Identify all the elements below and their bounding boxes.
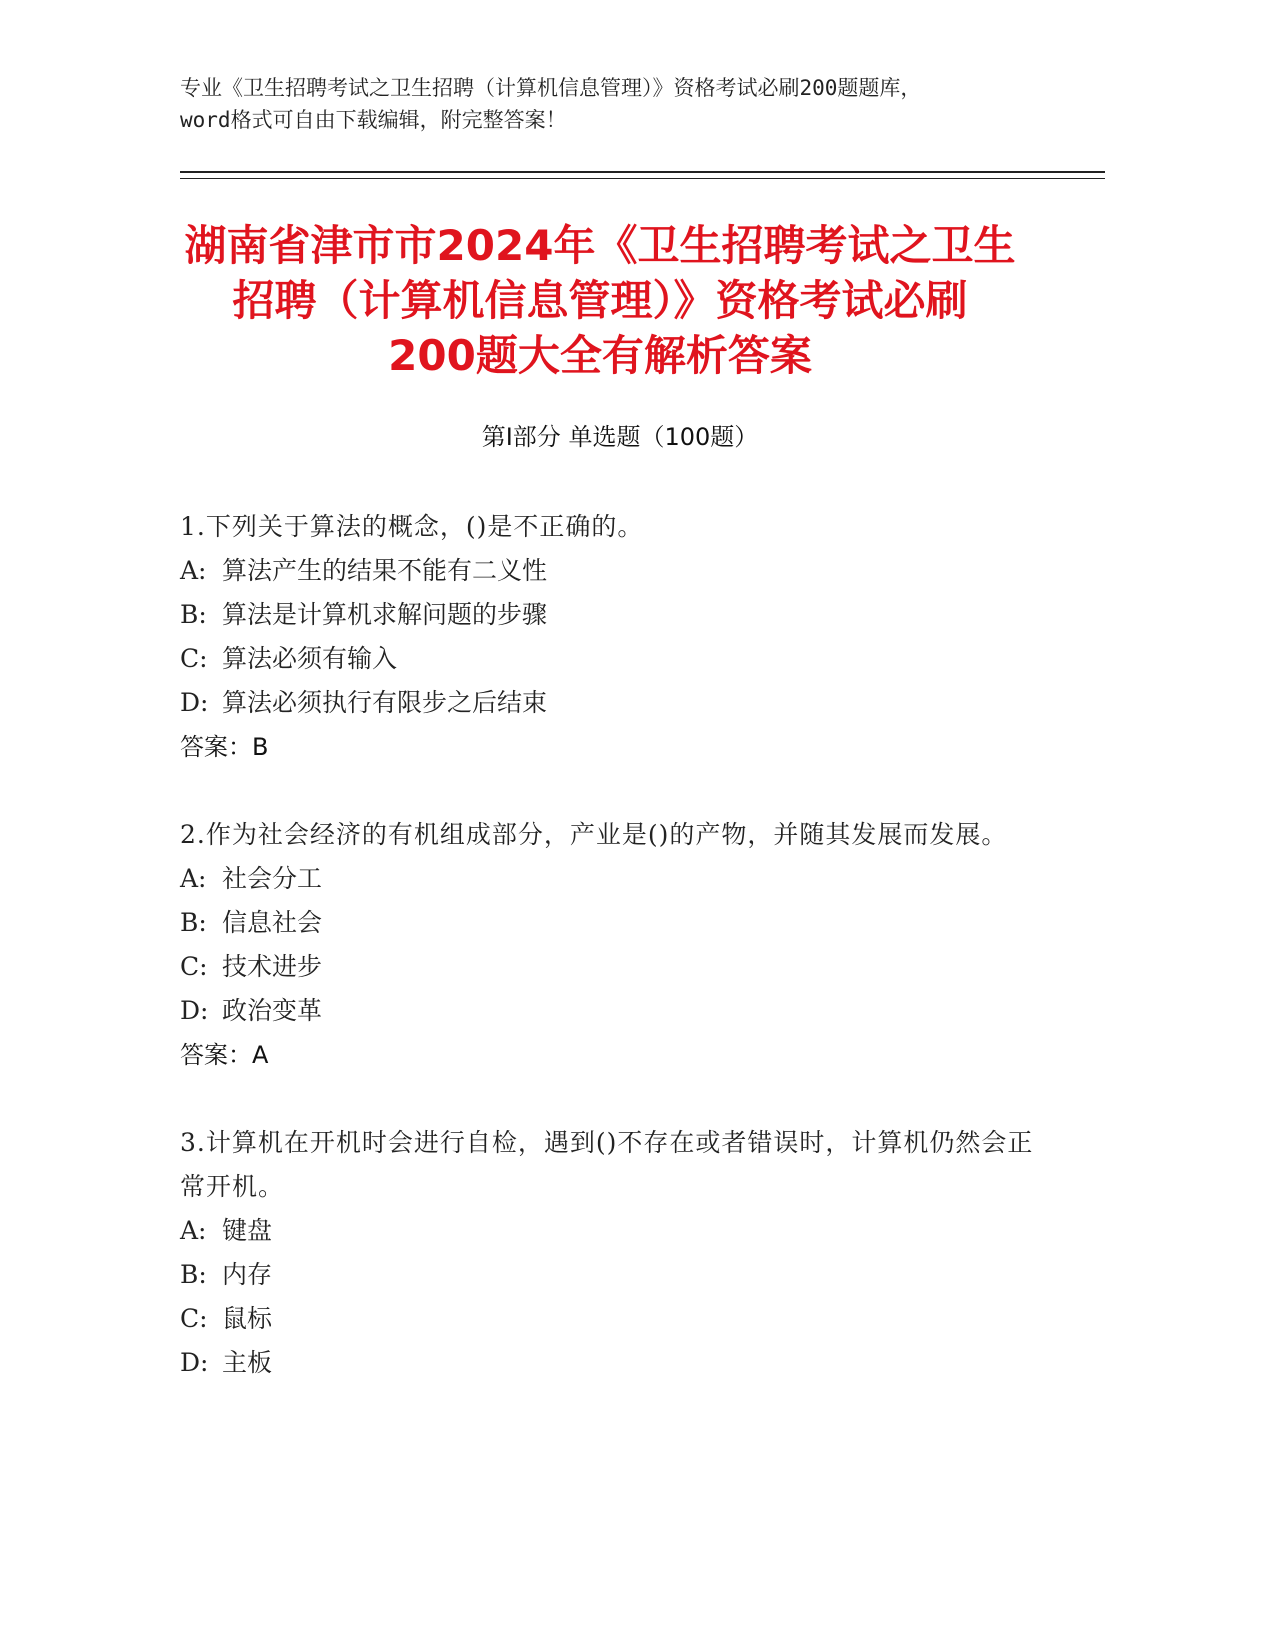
option-c — [180, 945, 1040, 989]
answer: 答案：B — [180, 733, 269, 761]
option-letter: D: — [180, 688, 209, 717]
option-text: 算法是计算机求解问题的步骤 — [222, 600, 548, 629]
option-text: 键盘 — [222, 1216, 273, 1245]
option-a — [180, 549, 1040, 593]
title-line-1: 湖南省津市市2024年《卫生招聘考试之卫生 — [184, 221, 1016, 270]
option-text: 算法产生的结果不能有二义性 — [222, 556, 548, 585]
option-letter: A: — [180, 864, 207, 893]
section-title: 第Ⅰ部分 单选题（100题） — [481, 423, 759, 451]
option-text: 鼠标 — [222, 1304, 273, 1333]
option-text: 内存 — [222, 1260, 273, 1289]
option-letter: B: — [180, 1260, 207, 1289]
option-text: 技术进步 — [222, 952, 323, 981]
document-title — [160, 218, 1040, 383]
answer: 答案：A — [180, 1041, 269, 1069]
option-letter: B: — [180, 600, 207, 629]
intro-text — [180, 72, 1100, 136]
option-text: 信息社会 — [222, 908, 323, 937]
option-letter: B: — [180, 908, 207, 937]
option-letter: D: — [180, 996, 209, 1025]
question-text: 1.下列关于算法的概念，()是不正确的。 — [180, 512, 644, 541]
option-b — [180, 901, 1040, 945]
option-a — [180, 857, 1040, 901]
question-text: 3.计算机在开机时会进行自检，遇到()不存在或者错误时，计算机仍然会正常开机。 — [180, 1128, 1034, 1201]
option-text: 算法必须执行有限步之后结束 — [222, 688, 548, 717]
option-letter: A: — [180, 556, 207, 585]
option-a — [180, 1209, 1040, 1253]
question-3 — [180, 1121, 1040, 1385]
option-b — [180, 593, 1040, 637]
option-c — [180, 637, 1040, 681]
option-c — [180, 1297, 1040, 1341]
question-list — [180, 505, 1040, 1429]
header-divider-thick — [180, 171, 1105, 173]
intro-line-1: 专业《卫生招聘考试之卫生招聘（计算机信息管理）》资格考试必刷200题题库， — [180, 76, 922, 100]
header-divider-thin — [180, 178, 1105, 179]
option-d — [180, 989, 1040, 1033]
option-b — [180, 1253, 1040, 1297]
option-letter: C: — [180, 644, 208, 673]
option-text: 社会分工 — [222, 864, 323, 893]
title-line-3: 200题大全有解析答案 — [388, 331, 812, 380]
option-letter: C: — [180, 1304, 208, 1333]
title-line-2: 招聘（计算机信息管理）》资格考试必刷 — [232, 276, 968, 325]
intro-line-2: word格式可自由下载编辑，附完整答案！ — [180, 108, 567, 132]
option-text: 政治变革 — [222, 996, 323, 1025]
question-text: 2.作为社会经济的有机组成部分，产业是()的产物，并随其发展而发展。 — [180, 820, 1008, 849]
option-d — [180, 1341, 1040, 1385]
option-letter: A: — [180, 1216, 207, 1245]
option-letter: C: — [180, 952, 208, 981]
option-text: 算法必须有输入 — [222, 644, 398, 673]
question-2 — [180, 813, 1040, 1077]
question-1 — [180, 505, 1040, 769]
option-text: 主板 — [222, 1348, 273, 1377]
option-letter: D: — [180, 1348, 209, 1377]
option-d — [180, 681, 1040, 725]
